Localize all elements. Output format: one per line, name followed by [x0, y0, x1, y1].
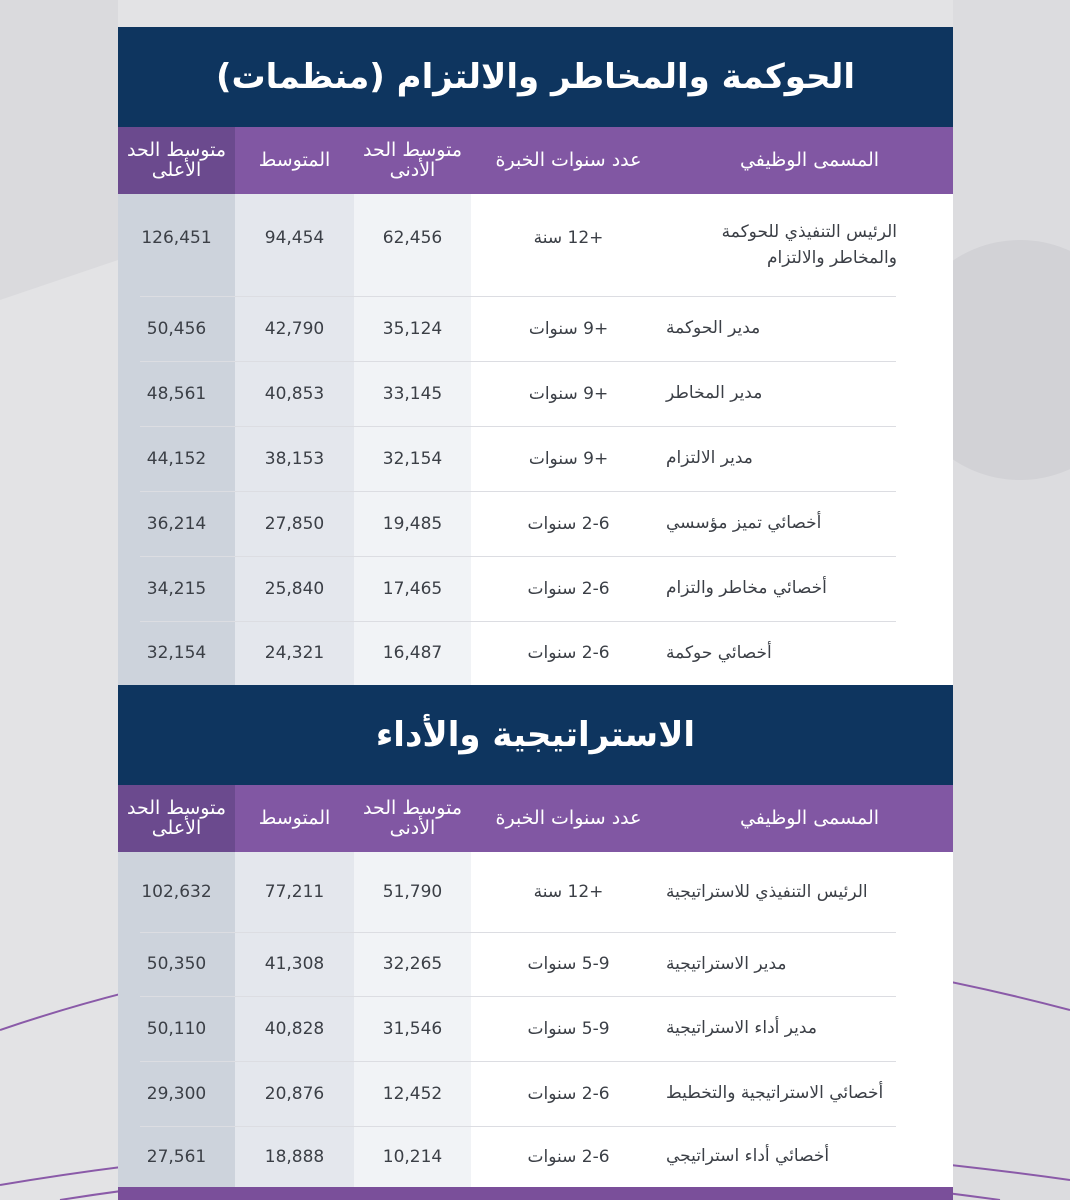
experience: +9 سنوات [528, 448, 609, 469]
experience: 5-9 سنوات [527, 1018, 610, 1039]
min-salary: 17,465 [382, 578, 443, 599]
min-salary: 51,790 [382, 882, 443, 902]
min-salary: 32,265 [382, 954, 443, 974]
experience: 2-6 سنوات [527, 1146, 610, 1167]
experience: +12 سنة [533, 228, 604, 248]
job-title: الرئيس التنفيذي للحوكمة والمخاطر والالتزام [721, 221, 897, 268]
section-title-governance [118, 27, 953, 127]
table-row [118, 1061, 953, 1126]
job-title: أخصائي مخاطر والتزام [666, 578, 827, 599]
avg-salary: 24,321 [264, 643, 325, 663]
job-title: أخصائي حوكمة [666, 642, 772, 663]
header-avg: المتوسط [258, 148, 331, 171]
min-salary: 31,546 [382, 1018, 443, 1039]
avg-salary: 25,840 [264, 578, 325, 599]
table-row [118, 1126, 953, 1187]
max-salary: 29,300 [146, 1083, 207, 1104]
job-title: أخصائي الاستراتيجية والتخطيط [666, 1083, 884, 1104]
experience: 2-6 سنوات [527, 1083, 610, 1104]
min-salary: 33,145 [382, 383, 443, 404]
avg-salary: 38,153 [264, 448, 325, 469]
header-job-title: المسمى الوظيفي [739, 806, 880, 829]
table-header-strategy [118, 785, 953, 852]
max-salary: 34,215 [146, 578, 207, 599]
table-row [118, 426, 953, 491]
table-row [118, 491, 953, 556]
max-salary: 126,451 [141, 228, 212, 248]
experience: +12 سنة [533, 882, 604, 902]
table-row [118, 621, 953, 685]
header-min: متوسط الحد الأدنى [362, 796, 463, 839]
min-salary: 12,452 [382, 1083, 443, 1104]
avg-salary: 18,888 [264, 1146, 325, 1167]
experience: 2-6 سنوات [527, 643, 610, 663]
header-experience: عدد سنوات الخبرة [495, 806, 642, 829]
header-max: متوسط الحد الأعلى [118, 127, 235, 194]
avg-salary: 27,850 [264, 513, 325, 534]
avg-salary: 41,308 [264, 954, 325, 974]
salary-panel [118, 27, 953, 1200]
section-title-text: الحوكمة والمخاطر والالتزام (منظمات) [215, 57, 856, 97]
avg-salary: 40,853 [264, 383, 325, 404]
max-salary: 48,561 [146, 383, 207, 404]
job-title: أخصائي تميز مؤسسي [666, 513, 822, 534]
max-salary: 50,350 [146, 954, 207, 974]
job-title: الرئيس التنفيذي للاستراتيجية [666, 881, 868, 902]
job-title: مدير الحوكمة [666, 318, 761, 339]
job-title: مدير أداء الاستراتيجية [666, 1018, 817, 1039]
max-salary: 50,110 [146, 1018, 207, 1039]
min-salary: 19,485 [382, 513, 443, 534]
min-salary: 32,154 [382, 448, 443, 469]
avg-salary: 42,790 [264, 318, 325, 339]
experience: 2-6 سنوات [527, 578, 610, 599]
table-row [118, 556, 953, 621]
max-salary: 50,456 [146, 318, 207, 339]
table-header-governance [118, 127, 953, 194]
job-title: مدير الاستراتيجية [666, 953, 787, 974]
table-row [118, 361, 953, 426]
experience: +9 سنوات [528, 318, 609, 339]
table-row [118, 296, 953, 361]
job-title: أخصائي أداء استراتيجي [666, 1146, 830, 1167]
min-salary: 35,124 [382, 318, 443, 339]
avg-salary: 20,876 [264, 1083, 325, 1104]
table-row [118, 932, 953, 996]
section-title-text: الاستراتيجية والأداء [375, 715, 696, 755]
max-salary: 102,632 [141, 882, 212, 902]
min-salary: 62,456 [382, 228, 443, 248]
experience: +9 سنوات [528, 383, 609, 404]
section-title-strategy [118, 685, 953, 785]
table-row [118, 194, 953, 296]
avg-salary: 77,211 [264, 882, 325, 902]
min-salary: 16,487 [382, 643, 443, 663]
max-salary: 27,561 [146, 1146, 207, 1167]
header-max: متوسط الحد الأعلى [118, 785, 235, 852]
job-title: مدير المخاطر [666, 383, 763, 404]
min-salary: 10,214 [382, 1146, 443, 1167]
max-salary: 36,214 [146, 513, 207, 534]
header-experience: عدد سنوات الخبرة [495, 148, 642, 171]
header-avg: المتوسط [258, 806, 331, 829]
experience: 2-6 سنوات [527, 513, 610, 534]
max-salary: 32,154 [146, 643, 207, 663]
table-row [118, 996, 953, 1061]
table-row [118, 852, 953, 932]
avg-salary: 94,454 [264, 228, 325, 248]
header-min: متوسط الحد الأدنى [362, 138, 463, 181]
avg-salary: 40,828 [264, 1018, 325, 1039]
experience: 5-9 سنوات [527, 954, 610, 974]
job-title: مدير الالتزام [666, 448, 753, 469]
header-job-title: المسمى الوظيفي [739, 148, 880, 171]
max-salary: 44,152 [146, 448, 207, 469]
panel-bottom-bar [118, 1187, 953, 1200]
